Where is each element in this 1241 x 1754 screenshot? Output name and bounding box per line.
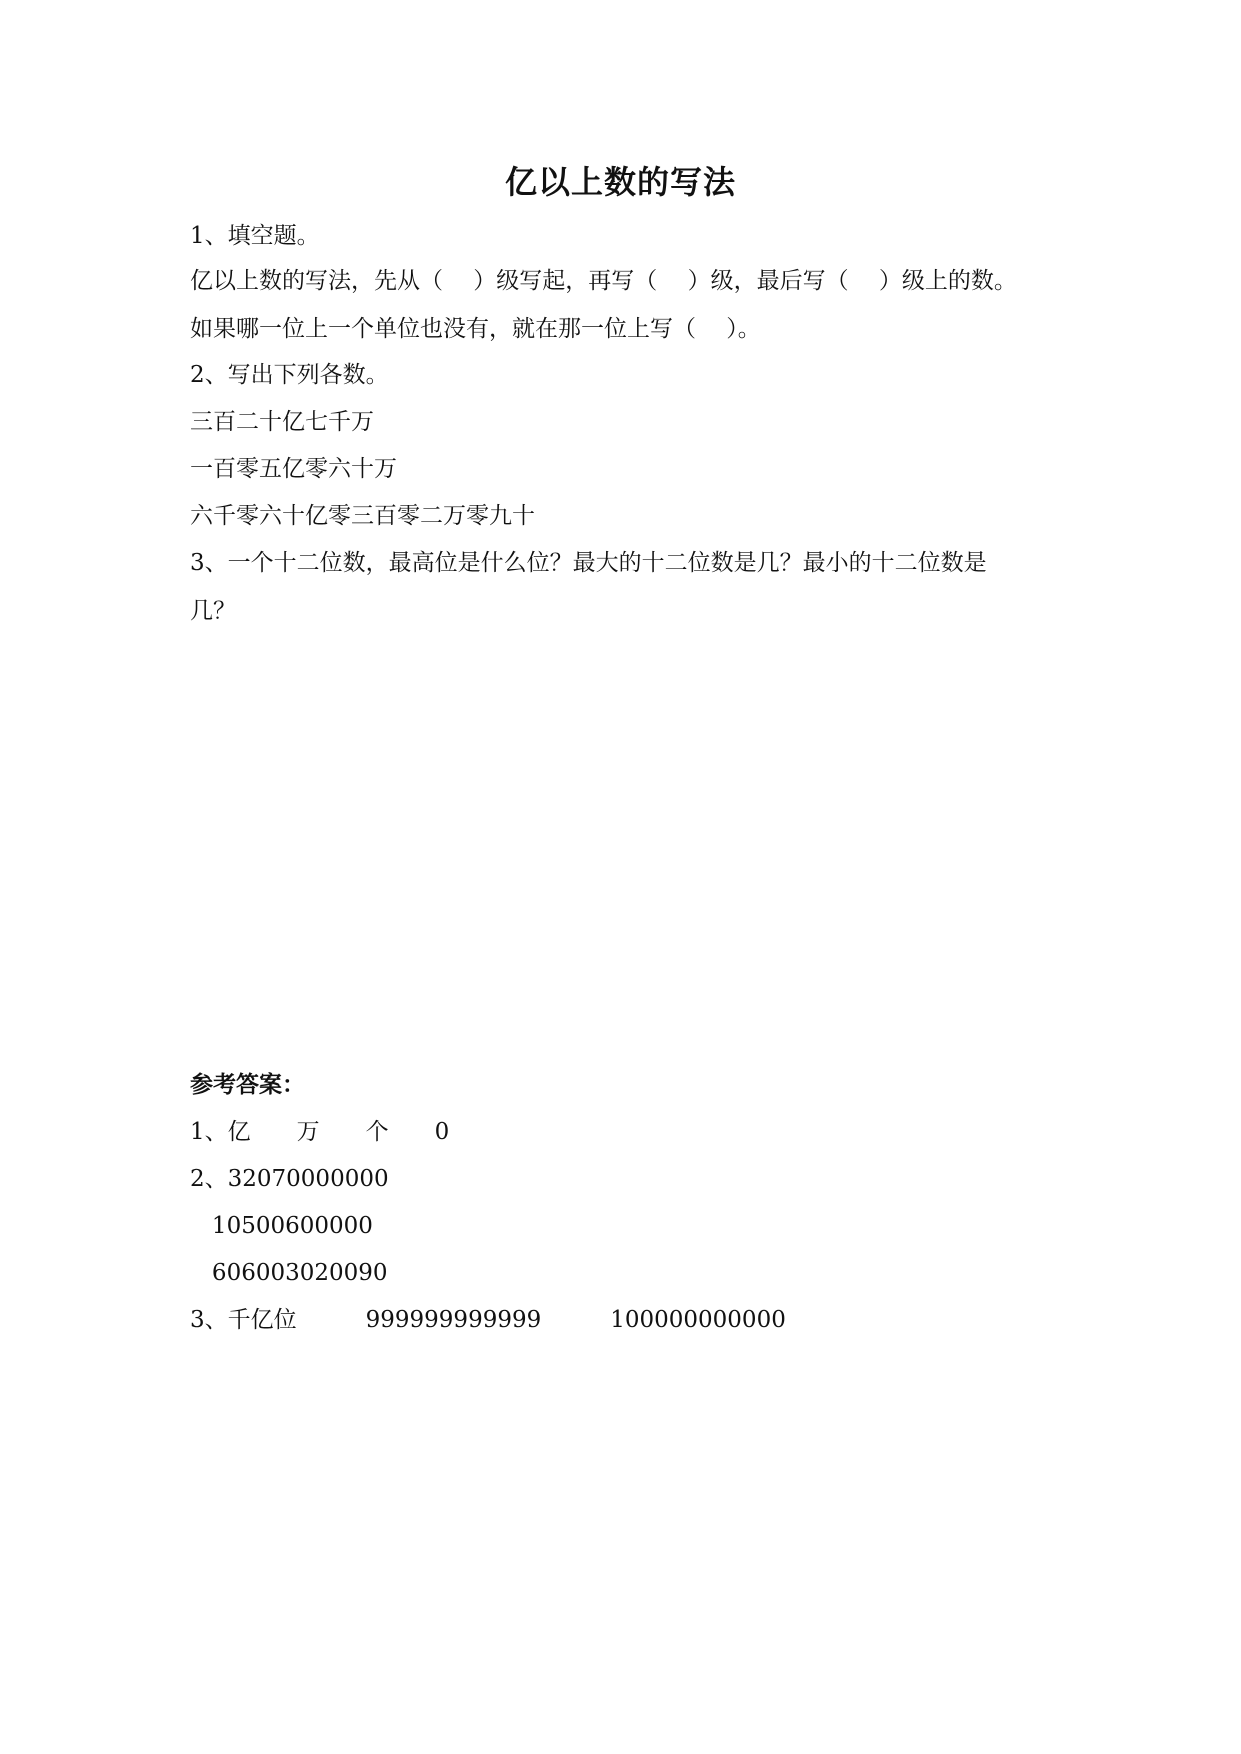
question-1-line-1: 亿以上数的写法，先从（ ）级写起，再写（ ）级，最后写（ ）级上的数。 (190, 268, 1017, 294)
page-title: 亿以上数的写法 (504, 163, 736, 201)
answer-2-line-3: 606003020090 (190, 1260, 388, 1286)
question-2-item-3: 六千零六十亿零三百零二万零九十 (190, 503, 535, 529)
answer-1: 1、亿 万 个 0 (190, 1119, 450, 1145)
question-2-heading: 2、写出下列各数。 (190, 362, 389, 388)
answer-2-line-2: 10500600000 (190, 1213, 373, 1239)
question-1-line-2: 如果哪一位上一个单位也没有，就在那一位上写（ ）。 (190, 316, 761, 342)
answer-3: 3、千亿位 999999999999 100000000000 (190, 1307, 786, 1333)
question-3-line-2: 几？ (190, 598, 236, 624)
question-2-item-1: 三百二十亿七千万 (190, 409, 374, 435)
answer-2-line-1: 2、32070000000 (190, 1166, 389, 1192)
question-1-heading: 1、填空题。 (190, 223, 320, 249)
answers-heading: 参考答案： (190, 1072, 305, 1098)
question-3-line-1: 3、一个十二位数，最高位是什么位？最大的十二位数是几？最小的十二位数是 (190, 550, 987, 576)
question-2-item-2: 一百零五亿零六十万 (190, 456, 397, 482)
